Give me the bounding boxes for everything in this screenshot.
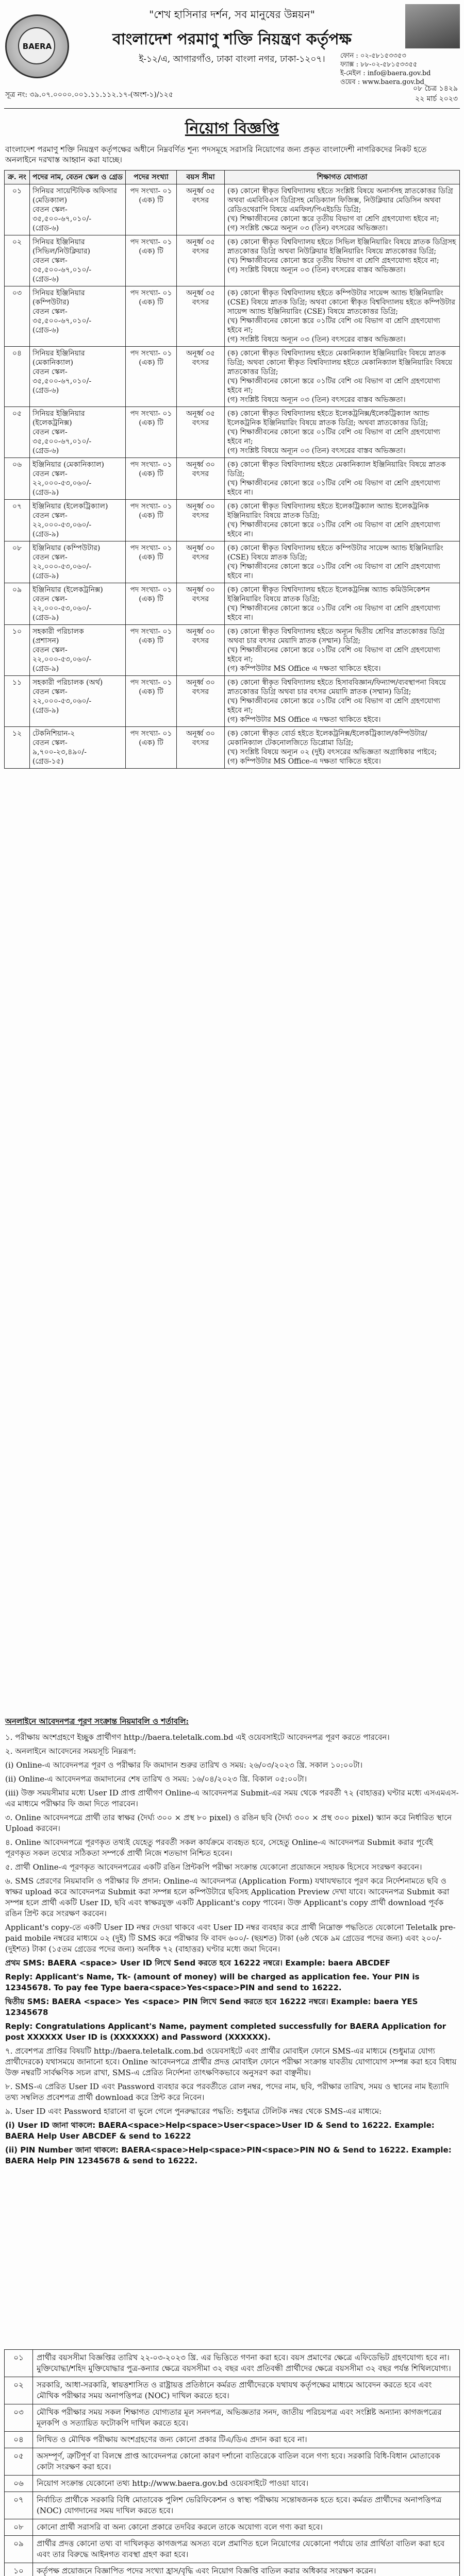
terms-serial: ০৯	[5, 2536, 33, 2563]
terms-text: লিখিত ও মৌখিক পরীক্ষায় অংশগ্রহণের জন্য কোনো প্রকার টিএ/ডিএ প্রদান করা হবে না।	[33, 2432, 460, 2448]
terms-serial: ০৬	[5, 2476, 33, 2492]
job-row	[5, 407, 460, 458]
job-qualification: (ক) কোনো স্বীকৃত বিশ্ববিদ্যালয় হইতে কম্পিউটার সায়েন্স অ্যান্ড ইঞ্জিনিয়ারিং (CSE) বিষয়ে স্নাতক ডিগ্রি; অথবা কোনো স্বীকৃত বিশ্ববিদ্যালয় হইতে কম্পিউটার সায়েন্স অ্যান্ড ইঞ্জিনিয়ারিং (CSE) বিষয়ে স্নাতকোত্তর ডিগ্রি; (খ) শিক্ষাজীবনের কোনো স্তরে ০১টির বেশি ৩য় বিভাগ বা শ্রেণি গ্রহণযোগ্য হইবে না; (গ) সংশ্লিষ্ট বিষয়ে অন্যূন ০৩ (তিন) বৎসরের বাস্তব অভিজ্ঞতা।	[225, 286, 460, 347]
job-post: সহকারী পরিচালক (অর্থ) বেতন স্কেল- ২২,০০০-৫৩,০৬০/- (গ্রেড-৯)	[30, 676, 126, 727]
terms-serial: ০৩	[5, 2404, 33, 2432]
instruction-paragraph: ৮. SMS-এ প্রেরিত User ID এবং Password ব্যবহার করে পরবর্তীতে রোল নম্বর, পদের নাম, ছবি, পরীক্ষার তারিখ, সময় ও স্থানের নাম ইত্যাদি তথ্য সম্বলিত প্রবেশপত্র প্রার্থী download করে প্রিন্ট করে নিবেন।	[5, 2082, 449, 2102]
organization-name: বাংলাদেশ পরমাণু শক্তি নিয়ন্ত্রণ কর্তৃপক্ষ	[112, 30, 352, 48]
job-age-limit: অনূর্ধ্ব ৩০ বৎসর	[177, 500, 225, 541]
job-qualification: (ক) কোনো স্বীকৃত বিশ্ববিদ্যালয় হইতে হিসাববিজ্ঞান/ফিন্যান্স/ব্যবস্থাপনা বিষয়ে স্নাতকোত্তর ডিগ্রি অথবা চার বৎসর মেয়াদি স্নাতক (সম্মান) ডিগ্রি; (খ) শিক্ষাজীবনের কোনো স্তরে ০১টির বেশি ৩য় বিভাগ বা শ্রেণি গ্রহণযোগ্য হইবে না; (গ) কম্পিউটার MS Office এ দক্ষতা থাকিতে হইবে।	[225, 676, 460, 727]
job-count: পদ সংখ্যা- ০১ (এক) টি	[126, 625, 177, 676]
job-post: ইঞ্জিনিয়ার (মেকানিক্যাল) বেতন স্কেল- ২২,০০০-৫৩,০৬০/- (গ্রেড-৯)	[30, 458, 126, 500]
terms-row	[5, 2492, 460, 2519]
job-qualification: (ক) কোনো স্বীকৃত বিশ্ববিদ্যালয় হইতে ইলেকট্রনিক্স অ্যান্ড কমিউনিকেশন ইঞ্জিনিয়ারিং বিষয়ে স্নাতক ডিগ্রি; (খ) শিক্ষাজীবনের কোনো স্তরে ০১টির বেশি ৩য় বিভাগ বা শ্রেণি গ্রহণযোগ্য হইবে না।	[225, 583, 460, 625]
job-post: ইঞ্জিনিয়ার (ইলেকট্রিক্যাল) বেতন স্কেল- ২২,০০০-৫৩,০৬০/- (গ্রেড-৯)	[30, 500, 126, 541]
job-serial: ০১	[5, 184, 30, 235]
job-row	[5, 347, 460, 407]
job-age-limit: অনূর্ধ্ব ৩০ বৎসর	[177, 625, 225, 676]
terms-row	[5, 2432, 460, 2448]
job-count: পদ সংখ্যা- ০১ (এক) টি	[126, 541, 177, 583]
job-serial: ০৯	[5, 583, 30, 625]
job-post: সিনিয়র ইঞ্জিনিয়ার (সিভিল/নিউক্লিয়ার) বেতন স্কেল- ৩৫,৫০০-৬৭,০১০/- (গ্রেড-৬)	[30, 235, 126, 286]
job-serial: ০৬	[5, 458, 30, 500]
instruction-paragraph: (iii) উক্ত সময়সীমার মধ্যে User ID প্রাপ্ত প্রার্থীগণ Online-এ আবেদনপত্র Submit-এর সময় থেকে পরবর্তী ৭২ (বাহাত্তর) ঘণ্টার মধ্যে এসএমএস-এর মাধ্যমে পরীক্ষার ফি জমা দিতে পারবেন।	[5, 1788, 459, 1808]
job-serial: ০২	[5, 235, 30, 286]
terms-table-body	[5, 2350, 460, 2576]
instruction-paragraph: ৫. প্রার্থী Online-এ পূরণকৃত আবেদনপত্রের একটি রঙিন প্রিন্টকপি পরীক্ষা সংক্রান্ত যেকোনো প্রয়োজনে সহায়ক হিসেবে সংরক্ষণ করবেন।	[5, 1862, 422, 1872]
job-row	[5, 583, 460, 625]
job-qualification: (ক) কোনো স্বীকৃত বিশ্ববিদ্যালয় হইতে সংশ্লিষ্ট বিষয়ে অনার্সসহ স্নাতকোত্তর ডিগ্রি অথবা এমবিবিএস ডিগ্রিসহ মেডিক্যাল ফিজিক্স, নিউক্লিয়ার মেডিসিন অথবা রেডিওথেরাপি বিষয়ে এমফিল/পিএইচডি ডিগ্রি; (খ) শিক্ষাজীবনের কোনো স্তরে তৃতীয় বিভাগ বা শ্রেণি গ্রহণযোগ্য হইবে না; (গ) সংশ্লিষ্ট ক্ষেত্রে অন্যূন ০৩ (তিন) বৎসরের অভিজ্ঞতা।	[225, 184, 460, 235]
job-post: ইঞ্জিনিয়ার (কম্পিউটার) বেতন স্কেল- ২২,০০০-৫৩,০৬০/- (গ্রেড-৯)	[30, 541, 126, 583]
job-qualification: (ক) কোনো স্বীকৃত বোর্ড হইতে ইলেকট্রনিক্স/ইলেকট্রিক্যাল/কম্পিউটার/মেকানিক্যাল টেকনোলজিতে ডিপ্লোমা ডিগ্রি; (খ) সংশ্লিষ্ট বিষয়ে অন্যূন ০২ (দুই) বৎসরের অভিজ্ঞতা অগ্রাধিকার পাইবে; (গ) কম্পিউটার MS Office-এ দক্ষতা থাকিতে হইবে।	[225, 727, 460, 769]
job-serial: ১১	[5, 676, 30, 727]
job-row	[5, 676, 460, 727]
date-bangla: ০৮ চৈত্র ১৪২৯	[413, 84, 458, 93]
job-qualification: (ক) কোনো স্বীকৃত বিশ্ববিদ্যালয় হইতে কম্পিউটার সায়েন্স অ্যান্ড ইঞ্জিনিয়ারিং (CSE) বিষয়ে স্নাতক ডিগ্রি; (খ) শিক্ষাজীবনের কোনো স্তরে ০১টির বেশি ৩য় বিভাগ বা শ্রেণি গ্রহণযোগ্য হইবে না।	[225, 541, 460, 583]
notice-title: নিয়োগ বিজ্ঞপ্তি	[185, 120, 279, 138]
contact-email: ই-মেইল : info@baera.gov.bd	[340, 70, 431, 77]
instruction-paragraph: Applicant's copy-তে একটি User ID নম্বর দেওয়া থাকবে এবং User ID নম্বর ব্যবহার করে প্রার্থী নিম্নোক্ত পদ্ধতিতে যেকোনো Teletalk pre-paid mobile নম্বরের মাধ্যমে ০২ (দুই) টি SMS করে পরীক্ষার ফি বাবদ ৬০০/- (ছয়শত) টাকা (৬ষ্ঠ থেকে ৯ম গ্রেডের পদের জন্য) এবং ২০০/- (দুইশত) টাকা (১৫তম গ্রেডের পদের জন্য) অনধিক ৭২ (বাহাত্তর) ঘণ্টার মধ্যে জমা দিবেন।	[5, 1923, 456, 1954]
col-count: পদের সংখ্যা	[126, 171, 177, 184]
job-row	[5, 500, 460, 541]
memo-number: সূত্র নং: ৩৯.০৭.০০০০.০০১.১১.১১২.১৭-(অংশ-১)/১২৫	[5, 91, 173, 99]
job-count: পদ সংখ্যা- ০১ (এক) টি	[126, 583, 177, 625]
terms-row	[5, 2350, 460, 2377]
job-serial: ০৭	[5, 500, 30, 541]
terms-text: অসম্পূর্ণ, ত্রুটিপূর্ণ বা বিলম্বে প্রাপ্ত আবেদনপত্র কোনো কারণ দর্শানো ব্যতিরেকে বাতিল বলে গণ্য হবে। সরকারি বিধি-বিধান মোতাবেক কোটা সংরক্ষণ করা হবে।	[33, 2448, 460, 2476]
job-qualification: (ক) কোনো স্বীকৃত বিশ্ববিদ্যালয় হইতে ইলেকট্রনিক্স/ইলেকট্রিক্যাল অ্যান্ড ইলেকট্রনিক ইঞ্জিনিয়ারিং বিষয়ে স্নাতক ডিগ্রি; অথবা স্নাতকোত্তর ডিগ্রি; (খ) শিক্ষাজীবনের কোনো স্তরে ০১টির বেশি ৩য় বিভাগ বা শ্রেণি গ্রহণযোগ্য হইবে না; (গ) সংশ্লিষ্ট বিষয়ে অন্যূন ০৩ (তিন) বৎসরের বাস্তব অভিজ্ঞতা।	[225, 407, 460, 458]
job-serial: ০৪	[5, 347, 30, 407]
notice-intro: বাংলাদেশ পরমাণু শক্তি নিয়ন্ত্রণ কর্তৃপক্ষের অধীনে নিম্নবর্ণিত শূন্য পদসমূহে সরাসরি নিয়োগের জন্য প্রকৃত বাংলাদেশী নাগরিকদের নিকট হতে অনলাইনে দরখাস্ত আহ্বান করা যাচ্ছে।	[5, 145, 427, 164]
job-row	[5, 458, 460, 500]
logo-text: BAERA	[22, 42, 52, 51]
job-row	[5, 541, 460, 583]
instruction-paragraph: Reply: Congratulations Applicant's Name, payment completed successfully for BAERA Application for post XXXXXX User ID is (XXXXXXX) and Password (XXXXXX).	[5, 2022, 446, 2042]
jobs-table	[4, 170, 460, 769]
job-count: পদ সংখ্যা- ০১ (এক) টি	[126, 407, 177, 458]
job-row	[5, 235, 460, 286]
job-row	[5, 727, 460, 769]
job-count: পদ সংখ্যা- ০১ (এক) টি	[126, 676, 177, 727]
instruction-paragraph: ৪. Online আবেদনপত্রে পূরণকৃত তথ্যই যেহেতু পরবর্তী সকল কার্যক্রমে ব্যবহৃত হবে, সেহেতু Online-এ আবেদনপত্র Submit করার পূর্বেই পূরণকৃত সকল তথ্যের সঠিকতা সম্পর্কে প্রার্থী নিজে শতভাগ নিশ্চিত হবেন।	[5, 1838, 433, 1858]
instructions-body	[5, 1732, 459, 2170]
terms-serial: ০৪	[5, 2432, 33, 2448]
contact-fax: ফ্যাক্স : ৮৮-০২-৫৮১৫৩৩৫৫	[340, 61, 418, 69]
job-post: টেকনিশিয়ান-২ বেতন স্কেল- ৯,৭০০-২৩,৪৯০/- (গ্রেড-১৫)	[30, 727, 126, 769]
col-age: বয়স সীমা	[177, 171, 225, 184]
job-count: পদ সংখ্যা- ০১ (এক) টি	[126, 286, 177, 347]
terms-serial: ০৮	[5, 2519, 33, 2536]
job-age-limit: অনূর্ধ্ব ৩৫ বৎসর	[177, 235, 225, 286]
instruction-paragraph: ৭. প্রবেশপত্র প্রাপ্তির বিষয়টি http://baera.teletalk.com.bd ওয়েবসাইটে এবং প্রার্থীর মোবাইল ফোনে SMS-এর মাধ্যমে (শুধুমাত্র যোগ্য প্রার্থীদেরকে) যথাসময়ে জানানো হবে। Online আবেদনপত্রে প্রার্থীর প্রদত্ত মোবাইল ফোনে পরীক্ষা সংক্রান্ত যাবতীয় যোগাযোগ সম্পন্ন করা হবে বিধায় উক্ত নম্বরটি সার্বক্ষণিক সচল রাখা, SMS-এ প্রেরিত নির্দেশনা তাৎক্ষণিকভাবে অনুসরণ করা বাঞ্ছনীয়।	[5, 2046, 457, 2077]
job-post: সিনিয়র ইঞ্জিনিয়ার (ইলেকট্রনিক্স) বেতন স্কেল- ৩৫,৫০০-৬৭,০১০/- (গ্রেড-৬)	[30, 407, 126, 458]
instruction-paragraph: ৩. Online আবেদনপত্রে প্রার্থী তার স্বাক্ষর (দৈর্ঘ্য ৩০০ × প্রস্থ ৮০ pixel) ও রঙিন ছবি (দৈর্ঘ্য ৩০০ × প্রস্থ ৩০০ pixel) স্ক্যান করে নির্ধারিত স্থানে Upload করবেন।	[5, 1813, 452, 1833]
terms-text: কর্তৃপক্ষ প্রয়োজনে বিজ্ঞাপিত পদের সংখ্যা হ্রাস/বৃদ্ধি এবং নিয়োগ বিজ্ঞপ্তি বাতিল করার অধিকার সংরক্ষণ করেন।	[33, 2563, 460, 2576]
terms-row	[5, 2377, 460, 2404]
job-count: পদ সংখ্যা- ০১ (এক) টি	[126, 458, 177, 500]
job-age-limit: অনূর্ধ্ব ৩৫ বৎসর	[177, 184, 225, 235]
instruction-paragraph: (i) Online-এ আবেদনপত্র পূরণ ও পরীক্ষার ফি জমাদান শুরুর তারিখ ও সময়: ২৬/০৩/২০২৩ খ্রি. সকাল ১০:০০টা।	[5, 1760, 363, 1770]
job-qualification: (ক) কোনো স্বীকৃত বিশ্ববিদ্যালয় হইতে ইলেকট্রিক্যাল অ্যান্ড ইলেকট্রনিক ইঞ্জিনিয়ারিং বিষয়ে স্নাতক ডিগ্রি; (খ) শিক্ষাজীবনের কোনো স্তরে ০১টির বেশি ৩য় বিভাগ বা শ্রেণি গ্রহণযোগ্য হইবে না।	[225, 500, 460, 541]
instruction-paragraph: দ্বিতীয় SMS: BAERA <space> Yes <space> PIN লিখে Send করতে হবে 16222 নম্বরে। Example: baera YES 12345678	[5, 1997, 418, 2017]
terms-text: মৌখিক পরীক্ষার সময় সকল শিক্ষাগত যোগ্যতার মূল সনদপত্র, অভিজ্ঞতার সনদ, জাতীয় পরিচয়পত্র এবং সংশ্লিষ্ট অন্যান্য কাগজপত্রের মূলকপি ও সত্যায়িত ফটোকপি দাখিল করতে হবে।	[33, 2404, 460, 2432]
col-qualification: শিক্ষাগত যোগ্যতা	[225, 171, 460, 184]
job-serial: ১২	[5, 727, 30, 769]
job-age-limit: অনূর্ধ্ব ৩৫ বৎসর	[177, 286, 225, 347]
terms-row	[5, 2563, 460, 2576]
job-count: পদ সংখ্যা- ০১ (এক) টি	[126, 184, 177, 235]
instruction-paragraph: (i) User ID জানা থাকলে: BAERA<space>Help<space>User<space>User ID & Send to 16222. Example: BAERA Help User ABCDEF & send to 16222	[5, 2121, 435, 2141]
job-qualification: (ক) কোনো স্বীকৃত বিশ্ববিদ্যালয় হইতে সিভিল ইঞ্জিনিয়ারিং বিষয়ে স্নাতক ডিগ্রিসহ স্নাতকোত্তর ডিগ্রি অথবা নিউক্লিয়ার ইঞ্জিনিয়ারিং বিষয়ে স্নাতকোত্তর ডিগ্রি; (খ) শিক্ষাজীবনের কোনো স্তরে তৃতীয় বিভাগ বা শ্রেণি গ্রহণযোগ্য হইবে না; (গ) সংশ্লিষ্ট বিষয়ে অন্যূন ০৩ (তিন) বৎসরের বাস্তব অভিজ্ঞতা।	[225, 235, 460, 286]
job-post: সিনিয়র ইঞ্জিনিয়ার (কম্পিউটার) বেতন স্কেল- ৩৫,৫০০-৬৭,০১০/- (গ্রেড-৬)	[30, 286, 126, 347]
terms-serial: ১০	[5, 2563, 33, 2576]
terms-row	[5, 2536, 460, 2563]
terms-row	[5, 2519, 460, 2536]
date-english: ২২ মার্চ ২০২৩	[415, 95, 458, 103]
job-age-limit: অনূর্ধ্ব ৩৫ বৎসর	[177, 407, 225, 458]
date-block	[413, 83, 458, 104]
job-age-limit: অনূর্ধ্ব ৩৫ বৎসর	[177, 347, 225, 407]
terms-row	[5, 2404, 460, 2432]
job-age-limit: অনূর্ধ্ব ৩০ বৎসর	[177, 541, 225, 583]
terms-text: নির্বাচিত প্রার্থীকে সরকারি বিধি মোতাবেক পুলিশ ভেরিফিকেশন ও স্বাস্থ্য পরীক্ষায় সন্তোষজনক হতে হবে। কর্মরত প্রার্থীদের অনাপত্তিপত্র (NOC) যোগদানের সময় দাখিল করতে হবে।	[33, 2492, 460, 2519]
terms-row	[5, 2476, 460, 2492]
job-count: পদ সংখ্যা- ০১ (এক) টি	[126, 500, 177, 541]
job-post: সিনিয়র সায়েন্টিফিক অফিসার (মেডিক্যাল) বেতন স্কেল- ৩৫,৫০০-৬৭,০১০/- (গ্রেড-৬)	[30, 184, 126, 235]
job-qualification: (ক) কোনো স্বীকৃত বিশ্ববিদ্যালয় হইতে মেকানিক্যাল ইঞ্জিনিয়ারিং বিষয়ে স্নাতক ডিগ্রি; (খ) শিক্ষাজীবনের কোনো স্তরে ০১টির বেশি ৩য় বিভাগ বা শ্রেণি গ্রহণযোগ্য হইবে না।	[225, 458, 460, 500]
job-count: পদ সংখ্যা- ০১ (এক) টি	[126, 235, 177, 286]
terms-serial: ০২	[5, 2377, 33, 2404]
job-age-limit: অনূর্ধ্ব ৩০ বৎসর	[177, 458, 225, 500]
instruction-paragraph: ২. অনলাইনে আবেদনের সময়সূচি নিম্নরূপ:	[5, 1747, 136, 1756]
terms-row	[5, 2448, 460, 2476]
col-serial: ক্র. নং	[5, 171, 30, 184]
instruction-paragraph: Reply: Applicant's Name, Tk- (amount of money) will be charged as application fee. Your PIN is 12345678. To pay fee Type baera<space>Yes<space>PIN and send to 16222.	[5, 1972, 420, 1992]
job-count: পদ সংখ্যা- ০১ (এক) টি	[126, 347, 177, 407]
header-divider	[4, 108, 460, 109]
slogan: "শেখ হাসিনার দর্শন, সব মানুষের উন্নয়ন"	[149, 8, 315, 21]
job-qualification: (ক) কোনো স্বীকৃত বিশ্ববিদ্যালয় হইতে অন্যূন দ্বিতীয় শ্রেণির স্নাতকোত্তর ডিগ্রি অথবা চার বৎসর মেয়াদি স্নাতক (সম্মান) ডিগ্রি; (খ) শিক্ষাজীবনের কোনো স্তরে ০১টির বেশি ৩য় বিভাগ বা শ্রেণি গ্রহণযোগ্য হইবে না; (গ) কম্পিউটার MS Office এ দক্ষতা থাকিতে হইবে।	[225, 625, 460, 676]
job-age-limit: অনূর্ধ্ব ৩০ বৎসর	[177, 727, 225, 769]
contact-web: ওয়েব : www.baera.gov.bd	[340, 78, 424, 86]
organization-address: ই-১২/এ, আগারগাঁও, ঢাকা বাংলা নগর, ঢাকা-১২০৭।	[139, 54, 325, 64]
job-post: সিনিয়র ইঞ্জিনিয়ার (মেকানিক্যাল) বেতন স্কেল- ৩৫,৫০০-৬৭,০১০/- (গ্রেড-৬)	[30, 347, 126, 407]
job-serial: ০৫	[5, 407, 30, 458]
terms-text: কোনো প্রার্থী সরাসরি বা অন্য কোনো প্রকারে তদবির করলে তাকে অযোগ্য বলে গণ্য করা হবে।	[33, 2519, 460, 2536]
contact-block	[340, 52, 461, 87]
instruction-paragraph: (ii) Online-এ আবেদনপত্র জমাদানের শেষ তারিখ ও সময়: ১৬/০৪/২০২৩ খ্রি. বিকাল ০৫:০০টা।	[5, 1774, 307, 1784]
job-serial: ০৮	[5, 541, 30, 583]
terms-serial: ০১	[5, 2350, 33, 2377]
terms-serial: ০৭	[5, 2492, 33, 2519]
job-row	[5, 184, 460, 235]
terms-table	[4, 2349, 460, 2576]
instruction-paragraph: ১. পরীক্ষায় অংশগ্রহণে ইচ্ছুক প্রার্থীগণ http://baera.teletalk.com.bd এই ওয়েবসাইটে আবেদনপত্র পূরণ করতে পারবেন।	[5, 1733, 390, 1742]
job-serial: ০৩	[5, 286, 30, 347]
job-qualification: (ক) কোনো স্বীকৃত বিশ্ববিদ্যালয় হইতে মেকানিক্যাল ইঞ্জিনিয়ারিং বিষয়ে স্নাতক ডিগ্রি; অথবা কোনো স্বীকৃত বিশ্ববিদ্যালয় হইতে মেকানিক্যাল ইঞ্জিনিয়ারিং বিষয়ে স্নাতকোত্তর ডিগ্রি; (খ) শিক্ষাজীবনের কোনো স্তরে ০১টির বেশি ৩য় বিভাগ বা শ্রেণি গ্রহণযোগ্য হইবে না; (গ) সংশ্লিষ্ট বিষয়ে অন্যূন ০৩ (তিন) বৎসরের বাস্তব অভিজ্ঞতা।	[225, 347, 460, 407]
jobs-table-header	[5, 171, 460, 184]
terms-text: নিয়োগ সংক্রান্ত যেকোনো তথ্য http://www.baera.gov.bd ওয়েবসাইটে পাওয়া যাবে।	[33, 2476, 460, 2492]
instruction-paragraph: ৬. SMS প্রেরণের নিয়মাবলি ও পরীক্ষার ফি প্রদান: Online-এ আবেদনপত্র (Application Form) যথাযথভাবে পূরণ করে নির্দেশনামতে ছবি ও স্বাক্ষর upload করে আবেদনপত্র Submit করা সম্পন্ন হলে কম্পিউটারে ছবিসহ Application Preview দেখা যাবে। আবেদনপত্র Submit করা সম্পন্ন হলে প্রার্থী একটি User ID, ছবি এবং স্বাক্ষরযুক্ত একটি Applicant's copy পাবেন। উক্ত Applicant's copy প্রার্থী download পূর্বক রঙিন প্রিন্ট করে সংরক্ষণ করবেন।	[5, 1876, 450, 1918]
col-post: পদের নাম, বেতন স্কেল ও গ্রেড	[30, 171, 126, 184]
job-row	[5, 625, 460, 676]
instruction-paragraph: (ii) PIN Number জানা থাকলে: BAERA<space>Help<space>PIN<space>PIN NO & Send to 16222. Example: BAERA Help PIN 12345678 & send to 16222.	[5, 2145, 452, 2165]
instructions-heading: অনলাইনে আবেদনপত্র পূরণ সংক্রান্ত নিয়মাবলি ও শর্তাবলি:	[5, 1717, 189, 1726]
job-age-limit: অনূর্ধ্ব ৩০ বৎসর	[177, 676, 225, 727]
terms-text: প্রার্থীর বয়সসীমা বিজ্ঞপ্তির তারিখ ২২-০৩-২০২৩ খ্রি. এর ভিত্তিতে গণনা করা হবে। বয়স প্রমাণের ক্ষেত্রে এফিডেভিট গ্রহণযোগ্য হবে না। মুক্তিযোদ্ধা/শহিদ মুক্তিযোদ্ধার পুত্র-কন্যার ক্ষেত্রে বয়সসীমা ৩২ বছর এবং প্রতিবন্ধী প্রার্থীদের ক্ষেত্রে বয়সসীমা ৩২ বছর পর্যন্ত শিথিলযোগ্য।	[33, 2350, 460, 2377]
job-post: সহকারী পরিচালক (প্রশাসন) বেতন স্কেল- ২২,০০০-৫৩,০৬০/- (গ্রেড-৯)	[30, 625, 126, 676]
job-serial: ১০	[5, 625, 30, 676]
job-count: পদ সংখ্যা- ০১ (এক) টি	[126, 727, 177, 769]
terms-serial: ০৫	[5, 2448, 33, 2476]
instruction-paragraph: ৯. User ID এবং Password হারানো বা ভুলে গেলে পুনরুদ্ধারের পদ্ধতি: শুধুমাত্র টেলিটক নম্বর থেকে SMS-এর মাধ্যমে:	[5, 2107, 382, 2116]
job-post: ইঞ্জিনিয়ার (ইলেকট্রনিক্স) বেতন স্কেল- ২২,০০০-৫৩,০৬০/- (গ্রেড-৯)	[30, 583, 126, 625]
terms-text: প্রার্থীর প্রদত্ত কোনো তথ্য বা দাখিলকৃত কাগজপত্র অসত্য বলে প্রমাণিত হলে নিয়োগের যেকোনো পর্যায়ে তার প্রার্থিতা বাতিল করা হবে এবং তার বিরুদ্ধে আইনগত ব্যবস্থা গ্রহণ করা হবে।	[33, 2536, 460, 2563]
instruction-paragraph: প্রথম SMS: BAERA <space> User ID লিখে Send করতে হবে 16222 নম্বরে। Example: baera ABCDEF	[5, 1958, 390, 1968]
job-row	[5, 286, 460, 347]
job-age-limit: অনূর্ধ্ব ৩০ বৎসর	[177, 583, 225, 625]
contact-phone: ফোন : ০২-৫৮১৫৩৩৫৩	[340, 52, 406, 60]
jobs-table-body	[5, 184, 460, 769]
terms-text: সরকারি, আধা-সরকারি, স্বায়ত্তশাসিত ও রাষ্ট্রায়ত্ত প্রতিষ্ঠানে কর্মরত প্রার্থীদেরকে যথাযথ কর্তৃপক্ষের মাধ্যমে আবেদন করতে হবে এবং মৌখিক পরীক্ষার সময় অনাপত্তিপত্র (NOC) দাখিল করতে হবে।	[33, 2377, 460, 2404]
